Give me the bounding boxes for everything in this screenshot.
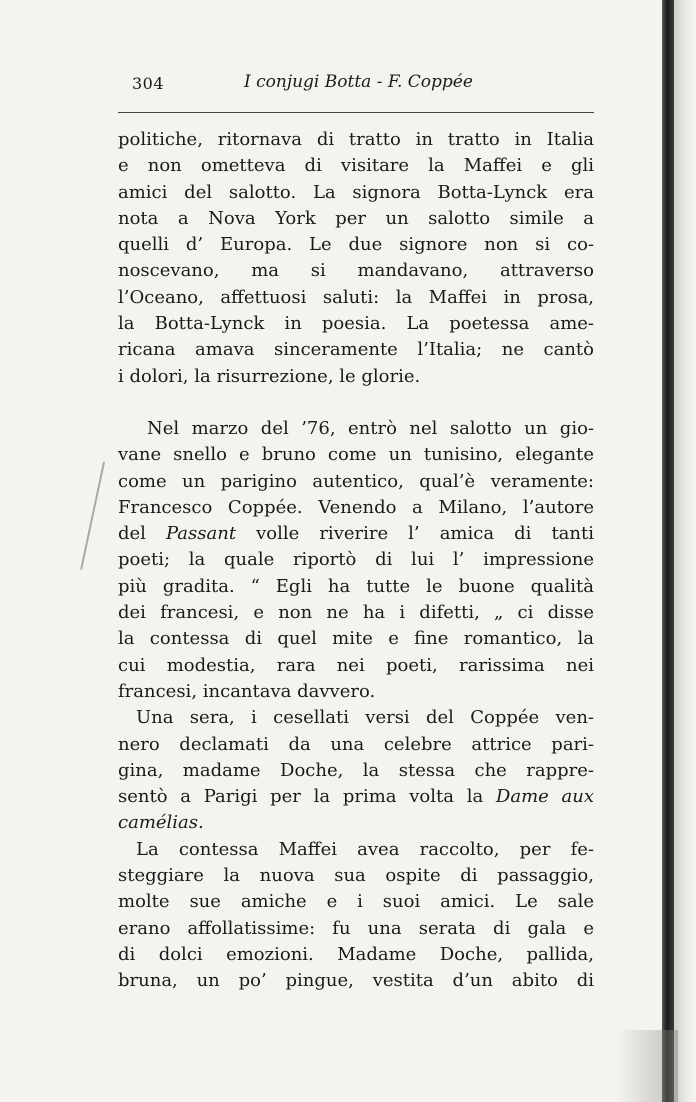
text-line: Una sera, i cesellati versi del Coppée ven- <box>136 707 594 729</box>
text-line: amici del salotto. La signora Botta-Lynck era <box>118 181 594 203</box>
text-line: erano affollatissime: fu una serata di gala e <box>118 917 594 939</box>
paragraph-1 <box>118 127 594 390</box>
text-line: nota a Nova York per un salotto simile a <box>118 207 594 229</box>
text-line: politiche, ritornava di tratto in tratto in Italia <box>118 129 594 150</box>
text-line: Francesco Coppée. Venendo a Milano, l’autore <box>118 496 594 518</box>
text-line: la Botta-Lynck in poesia. La poetessa ame- <box>118 313 594 335</box>
paragraph-3 <box>118 705 594 836</box>
text-line: ricana amava sinceramente l’Italia; ne cantò <box>118 339 594 361</box>
header-rule <box>118 112 594 113</box>
text-line: più gradita. “ Egli ha tutte le buone qualità <box>118 575 594 597</box>
text-line: molte sue amiche e i suoi amici. Le sale <box>118 891 594 913</box>
text-line: dei francesi, e non ne ha i difetti, „ ci disse <box>118 602 594 624</box>
text-line: noscevano, ma si mandavano, attraverso <box>118 260 594 282</box>
text-line: gina, madame Doche, la stessa che rappre- <box>118 759 594 781</box>
text-line: sentò a Parigi per la prima volta la Dame aux <box>118 786 594 808</box>
text-line: Nel marzo del ’76, entrò nel salotto un gio- <box>147 417 594 439</box>
text-line: del Passant volle riverire l’ amica di tanti <box>118 523 594 545</box>
text-line: la contessa di quel mite e fine romantico, la <box>118 628 594 650</box>
text-line: La contessa Maffei avea raccolto, per fe- <box>136 838 594 860</box>
paragraph-gap <box>118 390 594 416</box>
text-line: camélias. <box>118 812 204 834</box>
page-number: 304 <box>132 74 165 93</box>
text-line: l’Oceano, affettuosi saluti: la Maffei in prosa, <box>118 286 594 308</box>
text-line: cui modestia, rara nei poeti, rarissima nei <box>118 654 594 676</box>
text-line: i dolori, la risurrezione, le glorie. <box>118 365 421 387</box>
page-stain <box>618 1030 678 1102</box>
text-line: vane snello e bruno come un tunisino, elegante <box>118 444 594 466</box>
page-edge <box>674 0 696 1102</box>
body-text <box>118 127 594 995</box>
text-line: come un parigino autentico, qual’è veramente: <box>118 470 594 492</box>
book-spine-shadow <box>662 0 674 1102</box>
running-title: I conjugi Botta - F. Coppée <box>244 72 473 92</box>
text-line: francesi, incantava davvero. <box>118 680 376 702</box>
margin-pencil-mark <box>80 462 105 570</box>
text-line: poeti; la quale riportò di lui l’ impressione <box>118 549 594 571</box>
text-line: di dolci emozioni. Madame Doche, pallida, <box>118 943 594 965</box>
paragraph-2 <box>118 416 594 705</box>
text-line: e non ometteva di visitare la Maffei e gli <box>118 155 594 177</box>
text-line: steggiare la nuova sua ospite di passaggio, <box>118 865 594 887</box>
text-line: quelli d’ Europa. Le due signore non si co- <box>118 234 594 256</box>
page-header <box>132 72 594 96</box>
text-line: nero declamati da una celebre attrice pari- <box>118 733 594 755</box>
text-line: bruna, un po’ pingue, vestita d’un abito di <box>118 970 594 992</box>
paragraph-4 <box>118 837 594 995</box>
